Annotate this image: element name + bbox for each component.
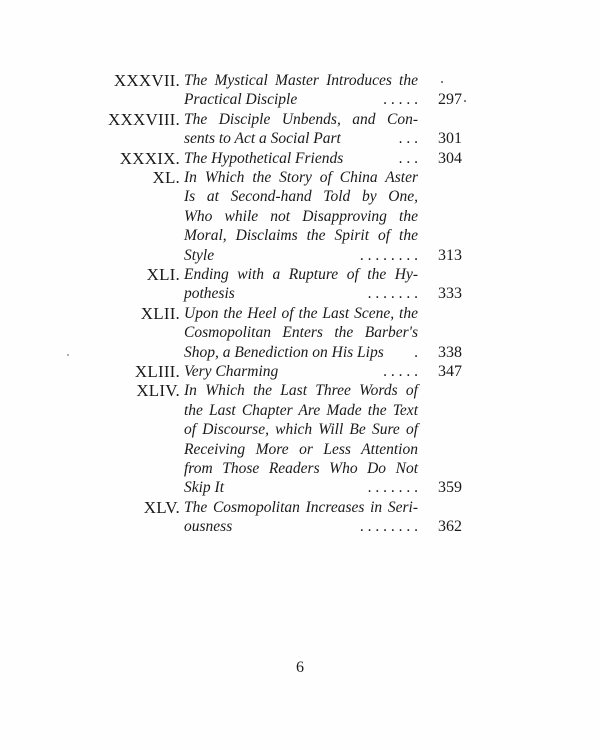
chapter-title-line	[184, 498, 418, 517]
title-text: sents to Act a Social Part	[184, 130, 341, 148]
title-text: Receiving More or Less Attention	[184, 440, 418, 458]
scan-speck	[441, 81, 443, 83]
chapter-number: XXXVIII.	[108, 109, 180, 129]
chapter-title-line	[184, 168, 418, 187]
page-number: 6	[296, 659, 304, 676]
chapter-title-line	[184, 110, 418, 129]
chapter-number: XLII.	[140, 303, 180, 323]
chapter-title-line	[184, 401, 418, 420]
toc-entry	[100, 498, 480, 537]
chapter-number: XLV.	[143, 497, 180, 517]
title-text: Ending with a Rupture of the Hy-	[184, 266, 418, 283]
title-text: Moral, Disclaims the Spirit of the	[184, 227, 418, 245]
chapter-title-line	[184, 129, 418, 148]
title-text: Very Charming	[184, 362, 279, 380]
chapter-number: XLIV.	[136, 381, 180, 401]
chapter-title-line	[184, 71, 418, 90]
chapter-title-line	[184, 362, 418, 381]
title-text: Upon the Heel of the Last Scene, the	[184, 304, 418, 322]
page-reference: 338	[438, 343, 462, 361]
page-reference: 301	[438, 130, 462, 148]
scan-speck	[464, 100, 466, 102]
title-text: In Which the Last Three Words of	[184, 382, 418, 400]
toc-entry	[100, 149, 480, 168]
chapter-title-line	[184, 226, 418, 245]
page-reference: 313	[438, 246, 462, 264]
chapter-number: XXXVII.	[113, 71, 180, 90]
chapter-title-line	[184, 284, 418, 303]
title-text: The Disciple Unbends, and Con-	[184, 110, 418, 128]
title-text: Style	[184, 246, 215, 264]
chapter-title-line	[184, 304, 418, 323]
chapter-title-line	[184, 149, 418, 168]
chapter-number: XXXIX.	[119, 148, 180, 168]
chapter-title	[184, 265, 418, 304]
chapter-title-line	[184, 381, 418, 400]
title-text: The Cosmopolitan Increases in Seri-	[184, 498, 418, 516]
chapter-title-line	[184, 420, 418, 439]
chapter-title-line	[184, 90, 418, 109]
title-text: of Discourse, which Will Be Sure of	[184, 421, 418, 439]
leader-dots: . . . . .	[383, 91, 418, 109]
toc-entry	[100, 304, 480, 362]
chapter-title-line	[184, 478, 418, 497]
toc-entry	[100, 362, 480, 381]
scan-speck	[67, 354, 69, 356]
chapter-title	[184, 381, 418, 497]
title-text: Is at Second-hand Told by One,	[184, 188, 418, 206]
title-text: The Mystical Master Introduces the	[184, 72, 418, 89]
chapter-title-line	[184, 246, 418, 265]
chapter-title	[184, 110, 418, 149]
chapter-title-line	[184, 459, 418, 478]
leader-dots: . . . . . . . .	[359, 246, 418, 264]
chapter-title-line	[184, 440, 418, 459]
chapter-title	[184, 498, 418, 537]
chapter-title	[184, 168, 418, 265]
title-text: Shop, a Benediction on His Lips	[184, 343, 384, 361]
chapter-title	[184, 304, 418, 362]
title-text: the Last Chapter Are Made the Text	[184, 401, 418, 419]
toc-entry	[100, 265, 480, 304]
page-reference: 359	[438, 479, 462, 497]
chapter-title-line	[184, 517, 418, 536]
leader-dots: . . . . . . . .	[359, 518, 418, 536]
page-reference: 304	[438, 149, 462, 167]
leader-dots: . . . . . . .	[367, 285, 418, 303]
chapter-title	[184, 71, 418, 110]
page-reference: 347	[438, 362, 462, 380]
title-text: from Those Readers Who Do Not	[184, 459, 418, 477]
page-reference: 333	[438, 285, 462, 303]
leader-dots: . . .	[398, 149, 418, 167]
toc-entry	[100, 110, 480, 149]
title-text: Cosmopolitan Enters the Barber's	[184, 324, 418, 342]
toc-entry	[100, 71, 480, 110]
chapter-title-line	[184, 265, 418, 284]
chapter-title	[184, 149, 418, 168]
table-of-contents	[100, 71, 480, 537]
chapter-title-line	[184, 323, 418, 342]
title-text: pothesis	[184, 285, 235, 303]
leader-dots: . . . . .	[383, 362, 418, 380]
chapter-title-line	[184, 207, 418, 226]
toc-entry	[100, 168, 480, 265]
leader-dots: . . .	[398, 130, 418, 148]
chapter-number: XLI.	[146, 265, 180, 284]
leader-dots: . . . . . . .	[367, 479, 418, 497]
chapter-title-line	[184, 343, 418, 362]
page-reference: 362	[438, 518, 462, 536]
title-text: In Which the Story of China Aster	[184, 169, 418, 186]
leader-dots: .	[414, 343, 418, 361]
title-text: Who while not Disapproving the	[184, 207, 418, 225]
title-text: ousness	[184, 518, 233, 536]
title-text: Practical Disciple	[184, 91, 298, 109]
title-text: The Hypothetical Friends	[184, 149, 344, 167]
chapter-title-line	[184, 187, 418, 206]
title-text: Skip It	[184, 479, 225, 497]
chapter-number: XL.	[152, 168, 180, 187]
chapter-number: XLIII.	[134, 361, 180, 381]
toc-entry	[100, 381, 480, 497]
chapter-title	[184, 362, 418, 381]
page-reference: 297	[438, 91, 462, 109]
